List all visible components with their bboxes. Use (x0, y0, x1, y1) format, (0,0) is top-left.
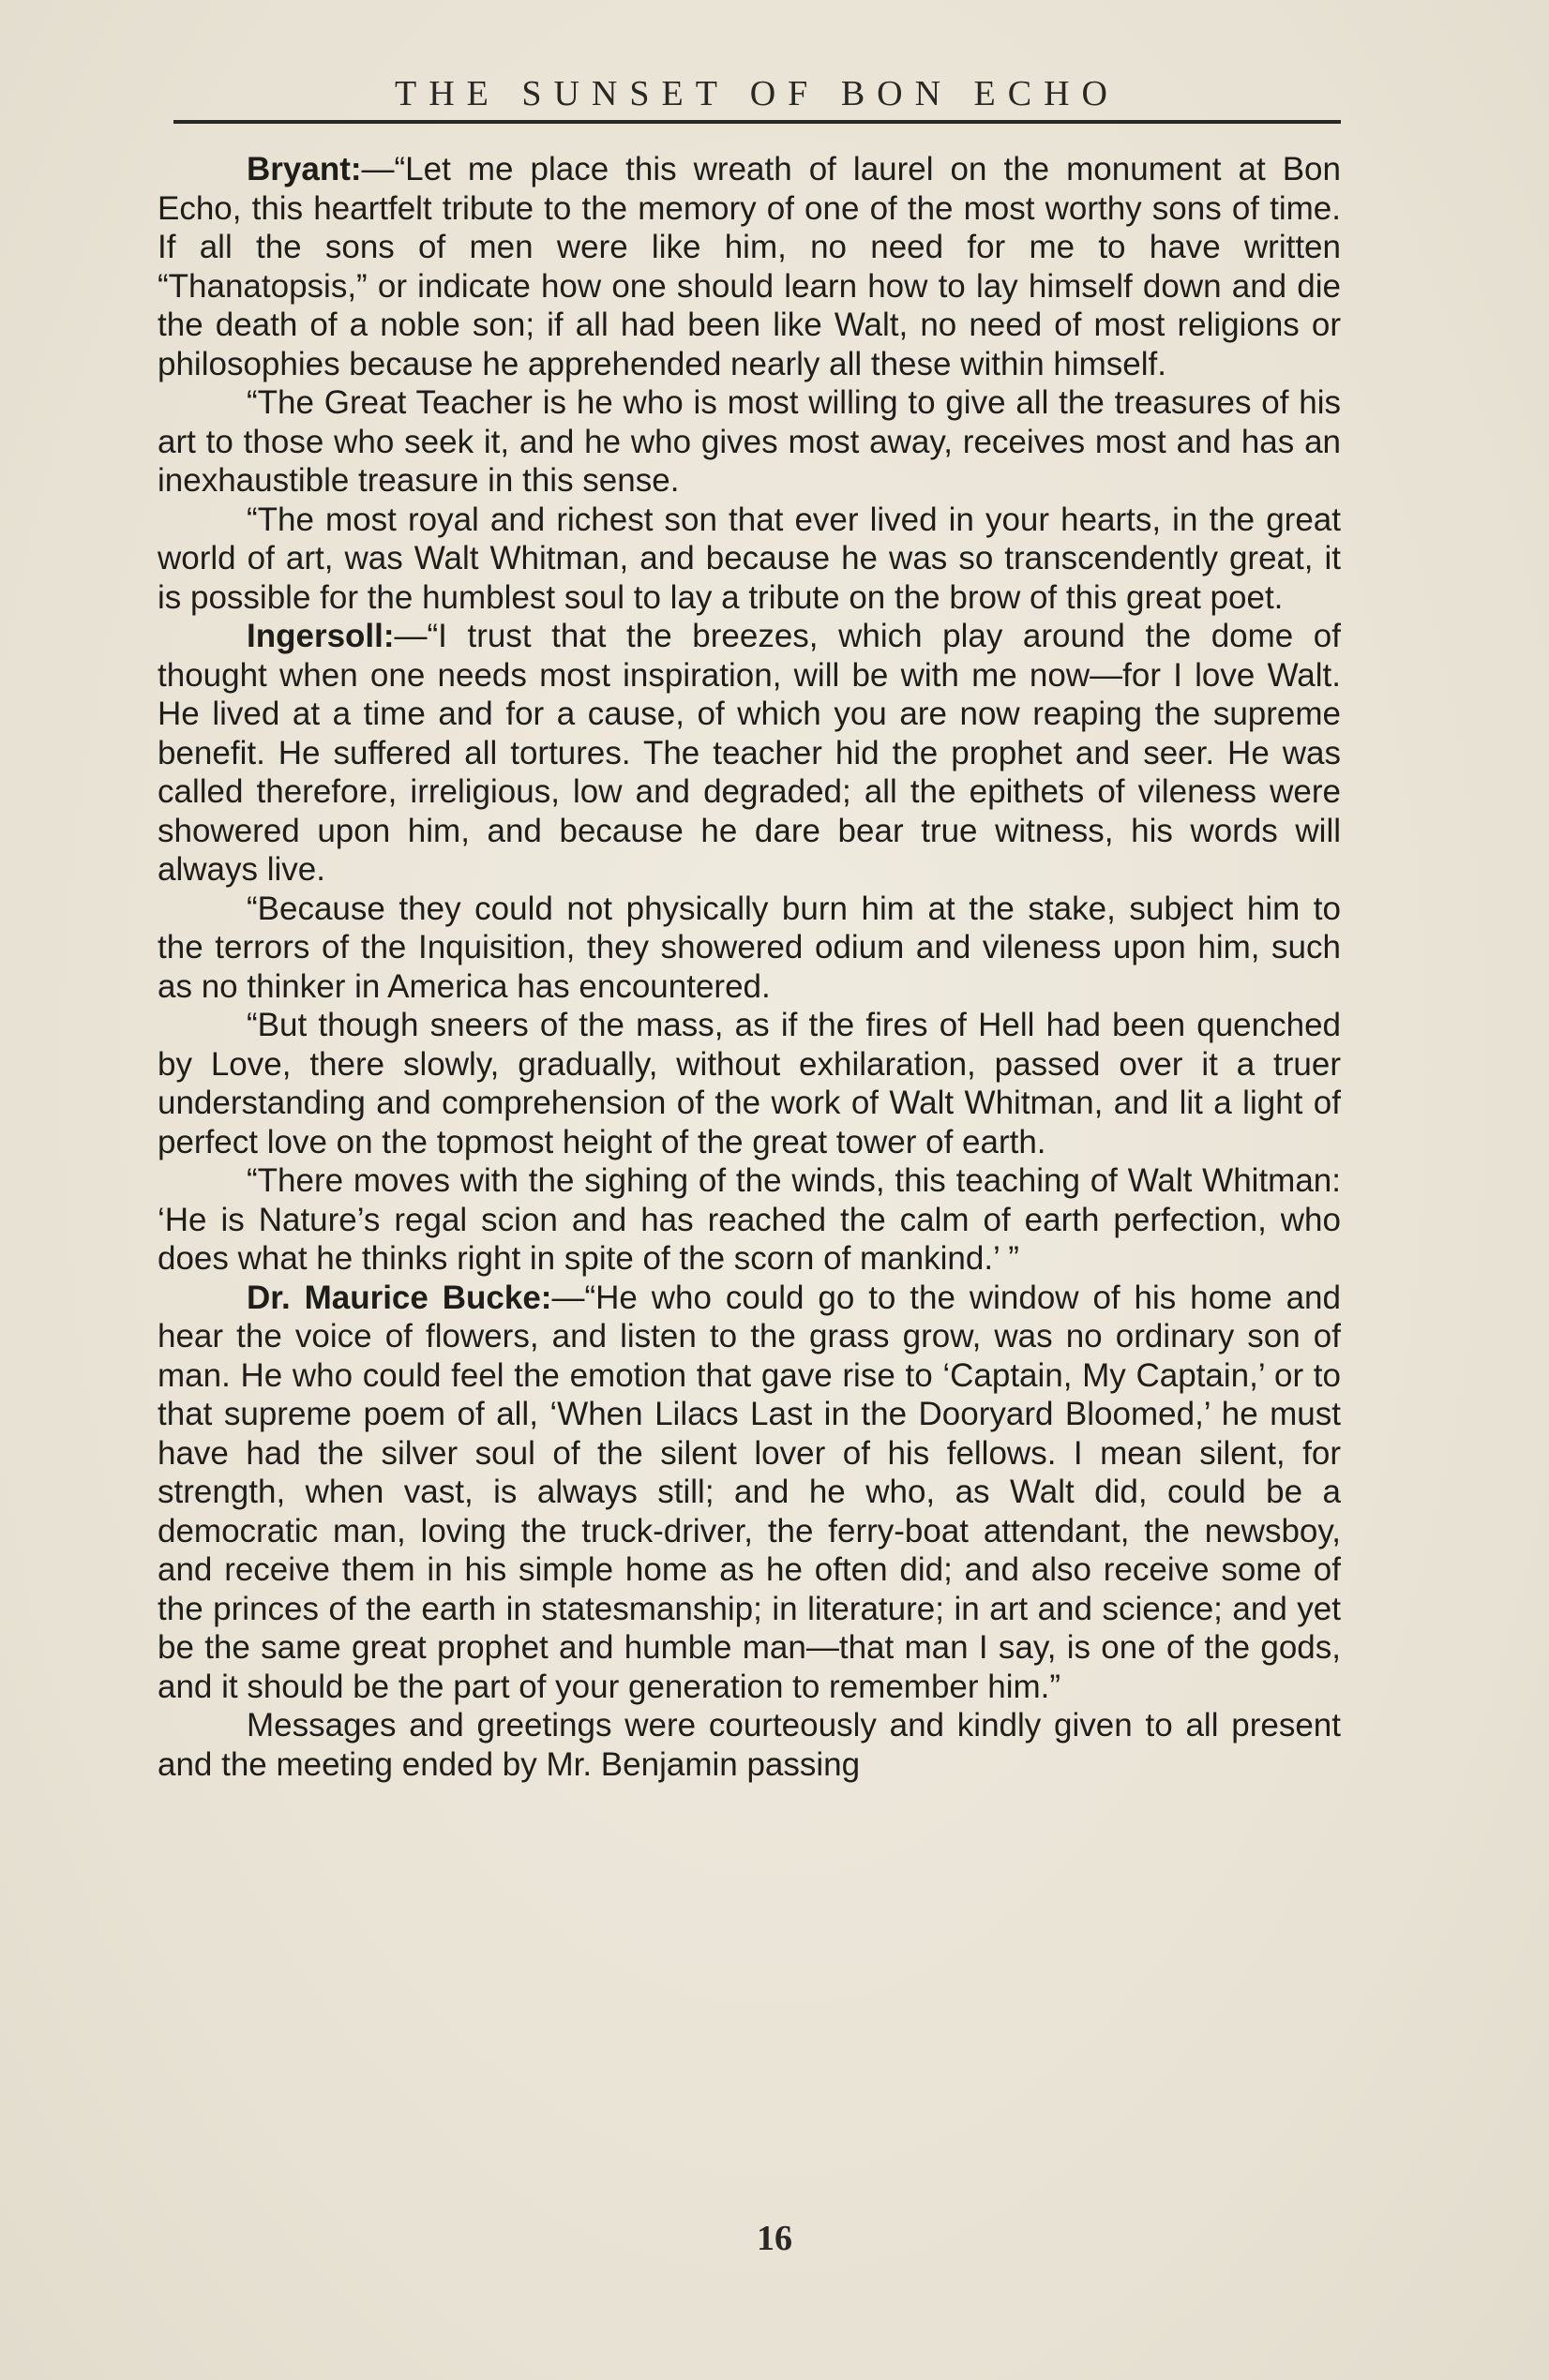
paragraph (158, 501, 1341, 618)
paragraph-text: “The most royal and richest son that ever lived in your hearts, in the great world of art, was Walt Whitman, and because he was so transcendently great, it is possible for the humblest soul to lay a tribute on the brow of this great poet. (158, 501, 1341, 616)
paragraph (158, 150, 1341, 383)
paragraph-text: “But though sneers of the mass, as if the fires of Hell had been quenched by Love, there slowly, gradually, without exhilaration, passed over it a truer understanding and comprehension of the work of Walt Whitman, and lit a light of perfect love on the topmost height of the great tower of earth. (158, 1007, 1341, 1160)
page-number: 16 (757, 2219, 792, 2258)
paragraph-text: “There moves with the sighing of the winds, this teaching of Walt Whitman: ‘He is Nature’s regal scion and has reached the calm of earth perfection, who does what he thinks right in spite of the scorn of mankind.’ ” (158, 1162, 1341, 1277)
paragraph-text: —“Let me place this wreath of laurel on the monument at Bon Echo, this heartfelt tribute to the memory of one of the most worthy sons of time. If all the sons of men were like him, no need for me to have written “Thanatopsis,” or indicate how one should learn how to lay himself down and die the death of a noble son; if all had been like Walt, no need of most religions or philosophies because he apprehended nearly all these within himself. (158, 151, 1341, 382)
header-rule (173, 120, 1341, 124)
body-text (158, 150, 1341, 1784)
speaker-name: Bryant: (247, 151, 362, 187)
paragraph-text: —“He who could go to the window of his home and hear the voice of flowers, and listen to the grass grow, was no ordinary son of man. He who could feel the emotion that gave rise to ‘Captain, My Captain,’ or to that supreme poem of all, ‘When Lilacs Last in the Dooryard Bloomed,’ he must have had the silver soul of the silent lover of his fellows. I mean silent, for strength, when vast, is always still; and he who, as Walt did, could be a democratic man, loving the truck-driver, the ferry-boat attendant, the newsboy, and receive them in his simple home as he often did; and also receive some of the princes of the earth in statesmanship; in literature; in art and science; and yet be the same great prophet and humble man—that man I say, is one of the gods, and it should be the part of your generation to remember him.” (158, 1279, 1341, 1705)
running-head: THE SUNSET OF BON ECHO (394, 74, 1120, 113)
paragraph-text: —“I trust that the breezes, which play around the dome of thought when one needs most inspiration, will be with me now—for I love Walt. He lived at a time and for a cause, of which you are now reaping the supreme benefit. He suffered all tortures. The teacher hid the prophet and seer. He was called therefore, irreligious, low and degraded; all the epithets of vileness were showered upon him, and because he dare bear true witness, his words will always live. (158, 618, 1341, 888)
paragraph-text: Messages and greetings were courteously and kindly given to all present and the meeting ended by Mr. Benjamin passing (158, 1707, 1341, 1783)
paragraph (158, 383, 1341, 501)
paragraph (158, 617, 1341, 890)
paragraph (158, 1706, 1341, 1784)
paragraph-text: “Because they could not physically burn him at the stake, subject him to the terrors of the Inquisition, they showered odium and vileness upon him, such as no thinker in America has encountered. (158, 890, 1341, 1005)
speaker-name: Dr. Maurice Bucke: (247, 1279, 552, 1316)
paragraph (158, 1006, 1341, 1161)
paragraph-text: “The Great Teacher is he who is most willing to give all the treasures of his art to those who seek it, and he who gives most away, receives most and has an inexhaustible treasure in this sense. (158, 384, 1341, 499)
paragraph (158, 1161, 1341, 1279)
speaker-name: Ingersoll: (247, 618, 395, 654)
paragraph (158, 1279, 1341, 1707)
paragraph (158, 890, 1341, 1007)
